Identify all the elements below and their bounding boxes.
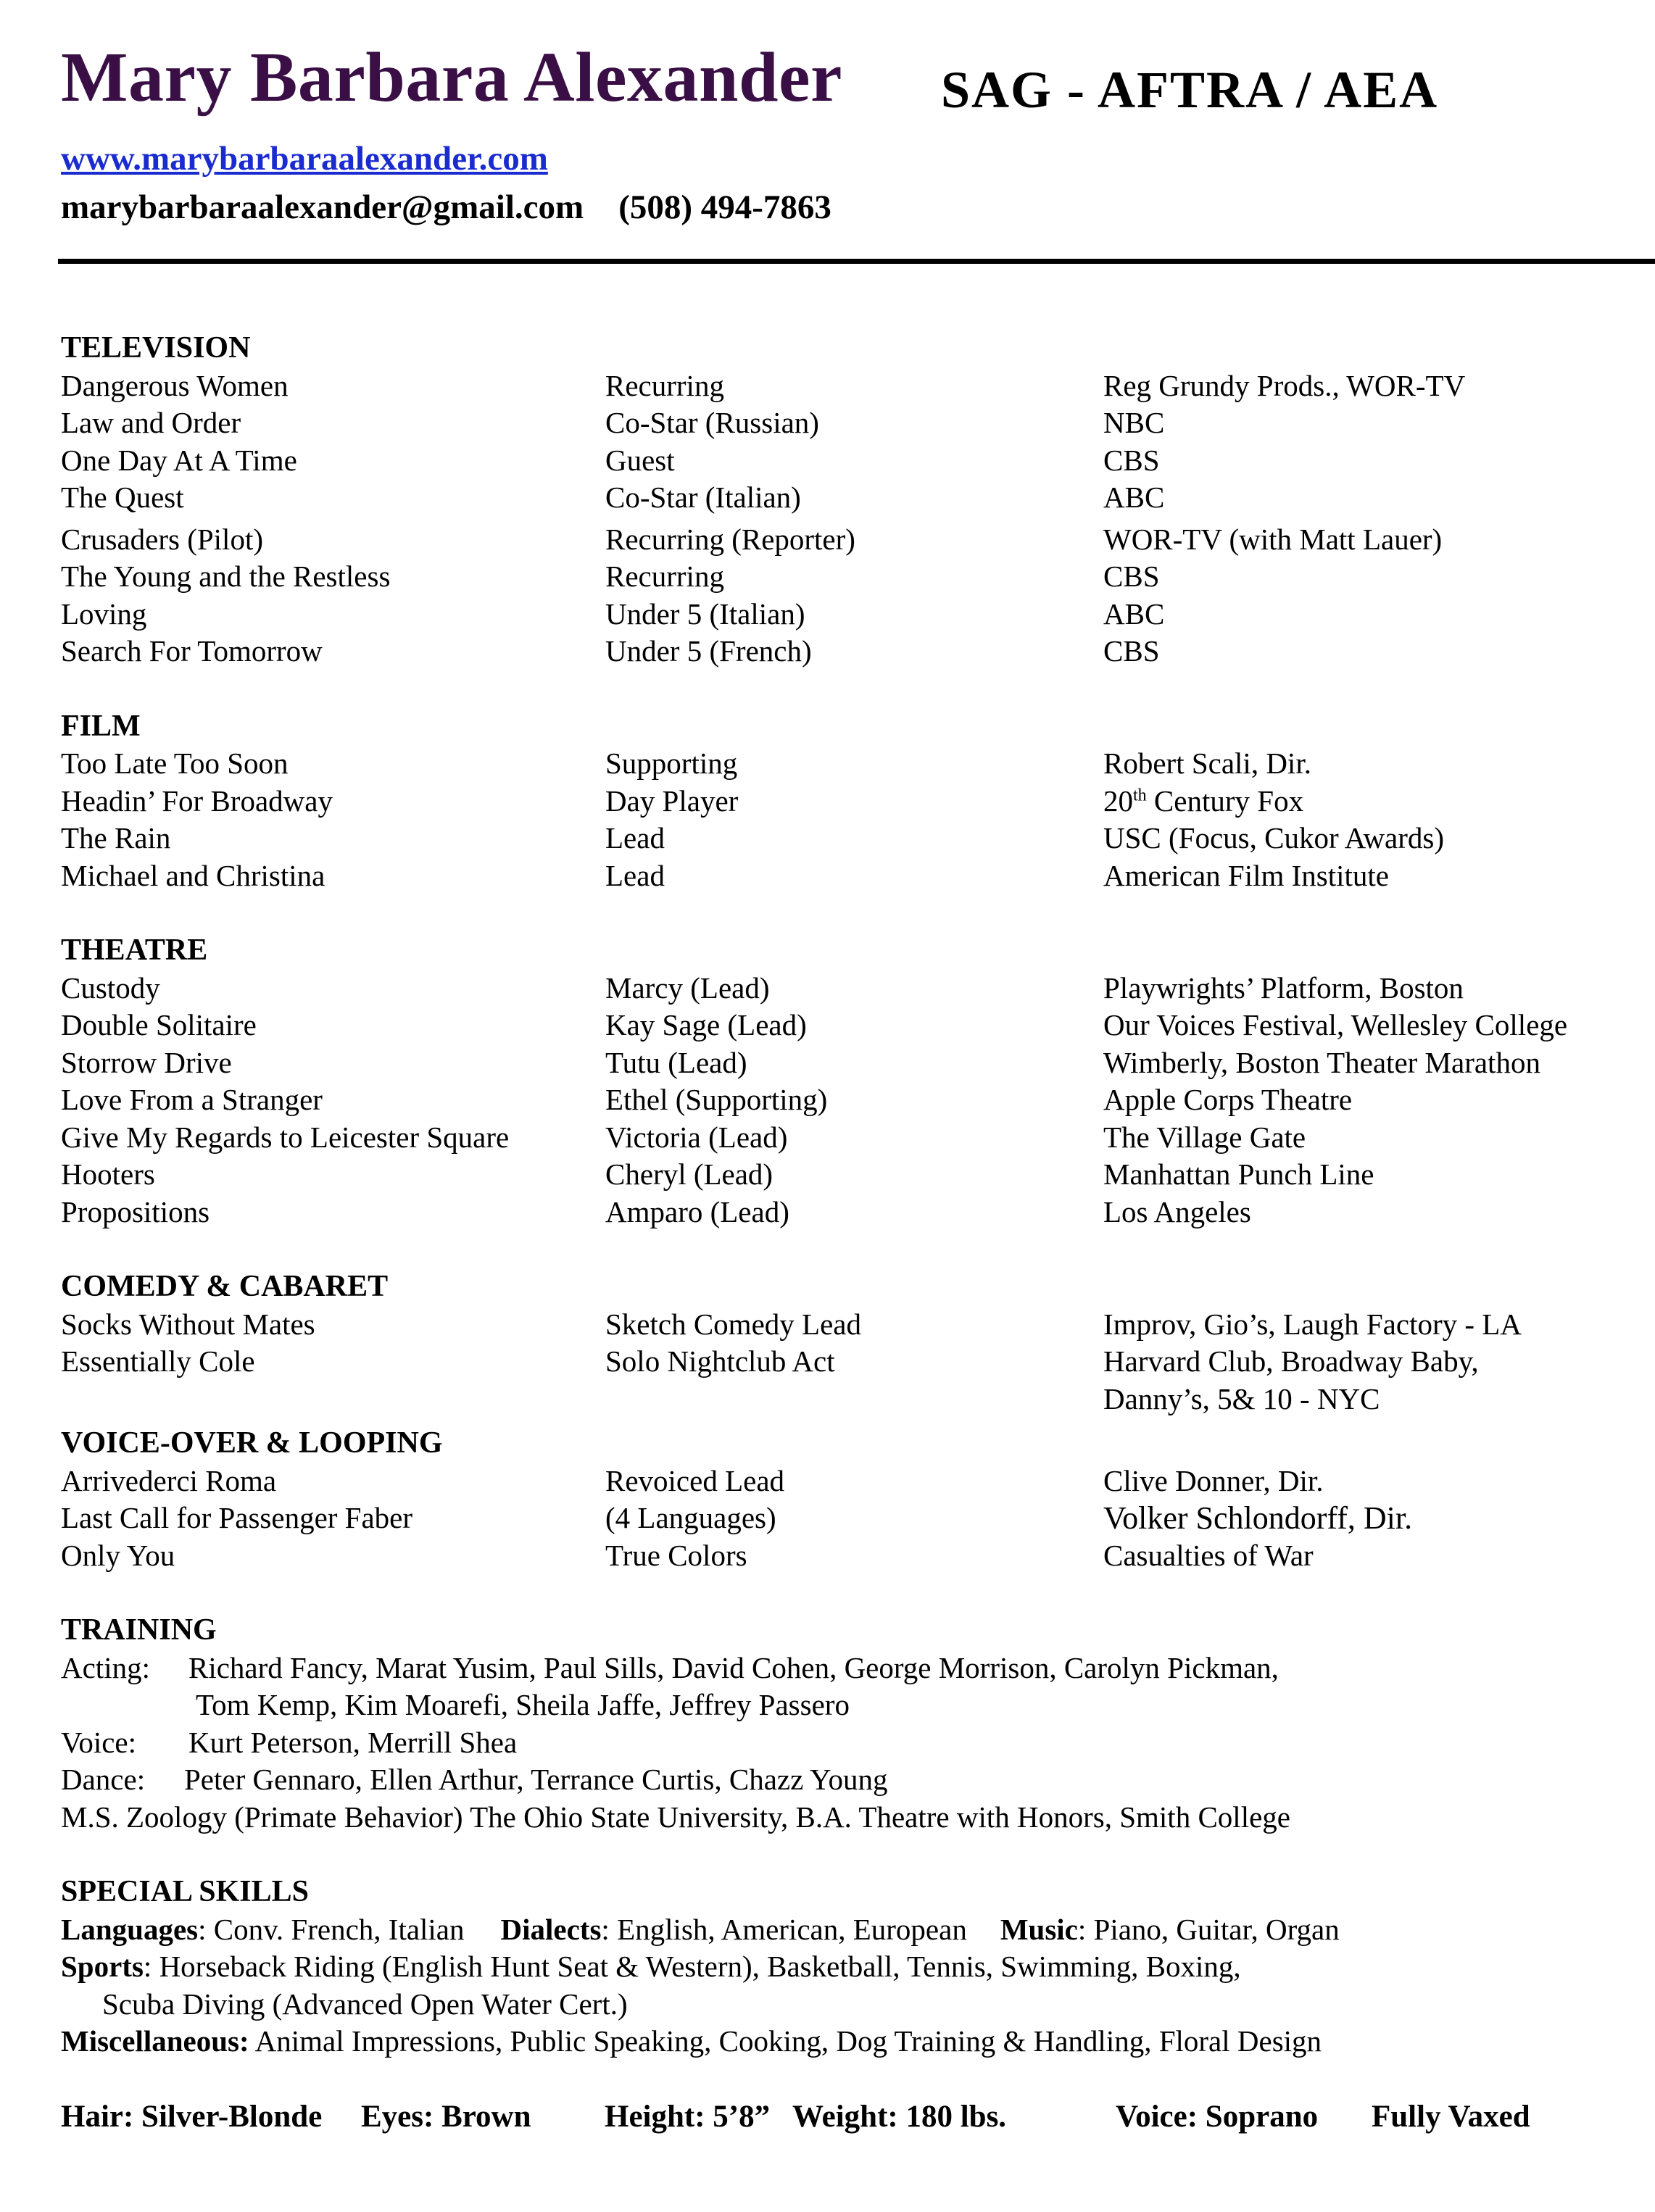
credit-title: Propositions xyxy=(61,1194,210,1228)
credit-venue: Apple Corps Theatre xyxy=(1103,1083,1353,1116)
credit-title: Love From a Stranger xyxy=(61,1083,323,1116)
credit-row xyxy=(61,970,1655,1007)
hair-stat: Hair: Silver-Blonde xyxy=(61,2100,323,2134)
credit-row xyxy=(61,857,1655,895)
credit-role: Recurring xyxy=(605,560,724,593)
credit-row xyxy=(61,479,1655,517)
credit-title: Headin’ For Broadway xyxy=(61,783,333,818)
credit-row xyxy=(61,1081,1655,1119)
credit-role: Co-Star (Italian) xyxy=(605,481,801,514)
credit-role: Day Player xyxy=(605,783,739,818)
credit-row xyxy=(61,783,1655,820)
film-section xyxy=(61,708,1655,895)
credit-role: True Colors xyxy=(605,1538,747,1572)
credit-title: Search For Tomorrow xyxy=(61,634,323,668)
credit-title: Storrow Drive xyxy=(61,1045,232,1079)
skill-value: : Horseback Riding (English Hunt Seat & Western), Basketball, Tennis, Swimming, Boxing, xyxy=(143,1950,1241,1983)
credit-row xyxy=(61,1119,1655,1157)
credit-venue: Wimberly, Boston Theater Marathon xyxy=(1103,1045,1540,1079)
credit-title: Custody xyxy=(61,970,160,1005)
credit-row xyxy=(61,558,1655,596)
skill-value: : Conv. French, Italian xyxy=(198,1912,465,1946)
header-divider xyxy=(58,259,1655,264)
credit-row xyxy=(61,1500,1655,1537)
section-heading: COMEDY & CABARET xyxy=(61,1270,389,1303)
theatre-section xyxy=(61,932,1655,1231)
credit-director: Clive Donner, Dir. xyxy=(1103,1463,1324,1497)
voice-stat: Voice: Soprano xyxy=(1116,2100,1319,2134)
section-heading: THEATRE xyxy=(61,934,208,967)
credit-title: Give My Regards to Leicester Square xyxy=(61,1120,510,1154)
credit-role: Recurring xyxy=(605,368,724,402)
credit-director: Volker Schlondorff, Dir. xyxy=(1103,1500,1413,1536)
credit-producer: CBS xyxy=(1103,560,1160,593)
skill-label: Music xyxy=(1000,1912,1078,1946)
training-section xyxy=(61,1612,1655,1836)
credit-role: Sketch Comedy Lead xyxy=(605,1307,861,1341)
credit-row-continued xyxy=(61,1381,1655,1418)
credit-row xyxy=(61,745,1655,783)
credit-row xyxy=(61,820,1655,857)
training-teachers: Peter Gennaro, Ellen Arthur, Terrance Curtis, Chazz Young xyxy=(184,1763,888,1796)
credit-row xyxy=(61,596,1655,633)
weight-stat: Weight: 180 lbs. xyxy=(792,2100,1007,2134)
training-acting-continued: Tom Kemp, Kim Moarefi, Sheila Jaffe, Jeffrey Passero xyxy=(196,1688,850,1721)
credit-row xyxy=(61,1463,1655,1500)
credit-title: Socks Without Mates xyxy=(61,1307,315,1341)
section-heading: TRAINING xyxy=(61,1613,217,1647)
credit-producer: CBS xyxy=(1103,443,1160,477)
email-address[interactable]: marybarbaraalexander@gmail.com xyxy=(61,188,584,226)
credit-producer: USC (Focus, Cukor Awards) xyxy=(1103,821,1445,855)
section-heading: VOICE-OVER & LOOPING xyxy=(61,1426,443,1460)
credit-producer: Robert Scali, Dir. xyxy=(1103,747,1311,780)
credit-row xyxy=(61,1194,1655,1231)
website-link[interactable]: www.marybarbaraalexander.com xyxy=(61,140,548,178)
credit-role: Revoiced Lead xyxy=(605,1463,785,1497)
training-label: Voice: xyxy=(61,1725,137,1759)
credit-role: Recurring (Reporter) xyxy=(605,522,855,556)
credit-director: Casualties of War xyxy=(1103,1538,1314,1572)
training-label: Dance: xyxy=(61,1763,146,1796)
skill-value: Animal Impressions, Public Speaking, Cooking, Dog Training & Handling, Floral Design xyxy=(249,2024,1322,2058)
credit-row xyxy=(61,633,1655,670)
credit-title: Crusaders (Pilot) xyxy=(61,522,263,556)
union-affiliations: SAG - AFTRA / AEA xyxy=(941,61,1439,119)
credit-title: Too Late Too Soon xyxy=(61,747,289,780)
training-teachers: Richard Fancy, Marat Yusim, Paul Sills, David Cohen, George Morrison, Carolyn Pickman, xyxy=(188,1650,1279,1684)
credit-role: Tutu (Lead) xyxy=(605,1045,747,1079)
resume-body xyxy=(61,330,1655,2098)
credit-role: Under 5 (French) xyxy=(605,634,812,668)
special-skills-section xyxy=(61,1874,1655,2061)
credit-title: Michael and Christina xyxy=(61,858,325,892)
credit-title: Loving xyxy=(61,596,147,631)
credit-title: Dangerous Women xyxy=(61,368,289,402)
credit-role: Supporting xyxy=(605,747,738,780)
height-stat: Height: 5’8” xyxy=(605,2100,771,2134)
training-label: Acting: xyxy=(61,1650,150,1684)
credit-title: The Quest xyxy=(61,481,184,514)
credit-venue: Harvard Club, Broadway Baby, xyxy=(1103,1344,1479,1378)
television-section xyxy=(61,330,1655,670)
skills-sports-line xyxy=(61,1948,1655,1986)
credit-title: Hooters xyxy=(61,1157,155,1191)
credit-role: Co-Star (Russian) xyxy=(605,406,819,439)
training-acting xyxy=(61,1650,1655,1687)
credit-venue: Our Voices Festival, Wellesley College xyxy=(1103,1008,1568,1041)
phone-number: (508) 494-7863 xyxy=(618,188,831,226)
degrees: M.S. Zoology (Primate Behavior) The Ohio State University, B.A. Theatre with Honors, Smith College xyxy=(61,1800,1290,1834)
contact-line xyxy=(61,188,831,226)
credit-row xyxy=(61,1156,1655,1194)
credit-producer: Reg Grundy Prods., WOR-TV xyxy=(1103,368,1466,402)
credit-title: Essentially Cole xyxy=(61,1344,255,1378)
credit-venue: Playwrights’ Platform, Boston xyxy=(1103,970,1464,1005)
credit-row xyxy=(61,367,1655,405)
credit-producer: ABC xyxy=(1103,481,1165,514)
section-heading: FILM xyxy=(61,709,141,743)
credit-role: Lead xyxy=(605,858,665,892)
credit-title: Double Solitaire xyxy=(61,1008,257,1041)
skill-label: Sports xyxy=(61,1950,144,1983)
vaccination-stat: Fully Vaxed xyxy=(1372,2100,1530,2134)
credit-venue: Manhattan Punch Line xyxy=(1103,1157,1374,1191)
credit-role: Marcy (Lead) xyxy=(605,970,770,1005)
credit-title: One Day At A Time xyxy=(61,443,297,477)
credit-role: Guest xyxy=(605,443,675,477)
credit-producer: ABC xyxy=(1103,596,1165,631)
skill-label: Miscellaneous: xyxy=(61,2024,249,2058)
ordinal-suffix: th xyxy=(1133,785,1147,804)
credit-venue: The Village Gate xyxy=(1103,1120,1306,1154)
credit-title: Only You xyxy=(61,1538,175,1572)
credit-role: Ethel (Supporting) xyxy=(605,1083,828,1116)
credit-role: Solo Nightclub Act xyxy=(605,1344,835,1378)
credit-row xyxy=(61,1007,1655,1044)
credit-role: (4 Languages) xyxy=(605,1501,776,1534)
skill-value: : English, American, European xyxy=(601,1912,967,1946)
training-teachers: Kurt Peterson, Merrill Shea xyxy=(188,1725,518,1759)
skill-label: Dialects xyxy=(500,1912,602,1946)
skill-value: : Piano, Guitar, Organ xyxy=(1077,1912,1340,1946)
credit-title: Arrivederci Roma xyxy=(61,1463,277,1497)
credit-title: Law and Order xyxy=(61,406,241,439)
section-heading: SPECIAL SKILLS xyxy=(61,1875,309,1908)
credit-role: Cheryl (Lead) xyxy=(605,1157,773,1191)
credit-producer: American Film Institute xyxy=(1103,858,1389,892)
credit-row xyxy=(61,1306,1655,1344)
credit-role: Kay Sage (Lead) xyxy=(605,1008,807,1041)
credit-row xyxy=(61,404,1655,442)
physical-stats xyxy=(61,2099,1619,2137)
comedy-section xyxy=(61,1268,1655,1418)
actor-name: Mary Barbara Alexander xyxy=(61,38,842,117)
training-voice xyxy=(61,1724,1655,1762)
credit-producer xyxy=(1103,783,1303,820)
training-dance xyxy=(61,1761,1655,1799)
credit-producer: WOR-TV (with Matt Lauer) xyxy=(1103,522,1443,556)
credit-row xyxy=(61,1044,1655,1082)
skills-misc-line xyxy=(61,2023,1655,2061)
eyes-stat: Eyes: Brown xyxy=(361,2100,531,2134)
skill-label: Languages xyxy=(61,1912,199,1946)
credit-row xyxy=(61,521,1655,559)
credit-title: The Young and the Restless xyxy=(61,560,391,593)
credit-row xyxy=(61,1343,1655,1381)
studio-name: Century Fox xyxy=(1146,783,1304,818)
skills-sports-continued: Scuba Diving (Advanced Open Water Cert.) xyxy=(102,1987,628,2021)
credit-producer: NBC xyxy=(1103,406,1165,439)
credit-row xyxy=(61,442,1655,480)
credit-producer: CBS xyxy=(1103,634,1160,668)
credit-role: Lead xyxy=(605,821,665,855)
credit-venue: Los Angeles xyxy=(1103,1194,1251,1228)
credit-role: Under 5 (Italian) xyxy=(605,596,805,631)
credit-title: The Rain xyxy=(61,821,171,855)
credit-role: Victoria (Lead) xyxy=(605,1120,788,1154)
voiceover-section xyxy=(61,1425,1655,1574)
credit-title: Last Call for Passenger Faber xyxy=(61,1501,413,1534)
credit-role: Amparo (Lead) xyxy=(605,1194,789,1228)
skills-languages-line xyxy=(61,1911,1655,1949)
section-heading: TELEVISION xyxy=(61,331,251,365)
credit-venue: Danny’s, 5& 10 - NYC xyxy=(1103,1381,1380,1415)
credit-venue: Improv, Gio’s, Laugh Factory - LA xyxy=(1103,1307,1522,1341)
century-number: 20 xyxy=(1103,783,1133,818)
credit-row xyxy=(61,1537,1655,1575)
